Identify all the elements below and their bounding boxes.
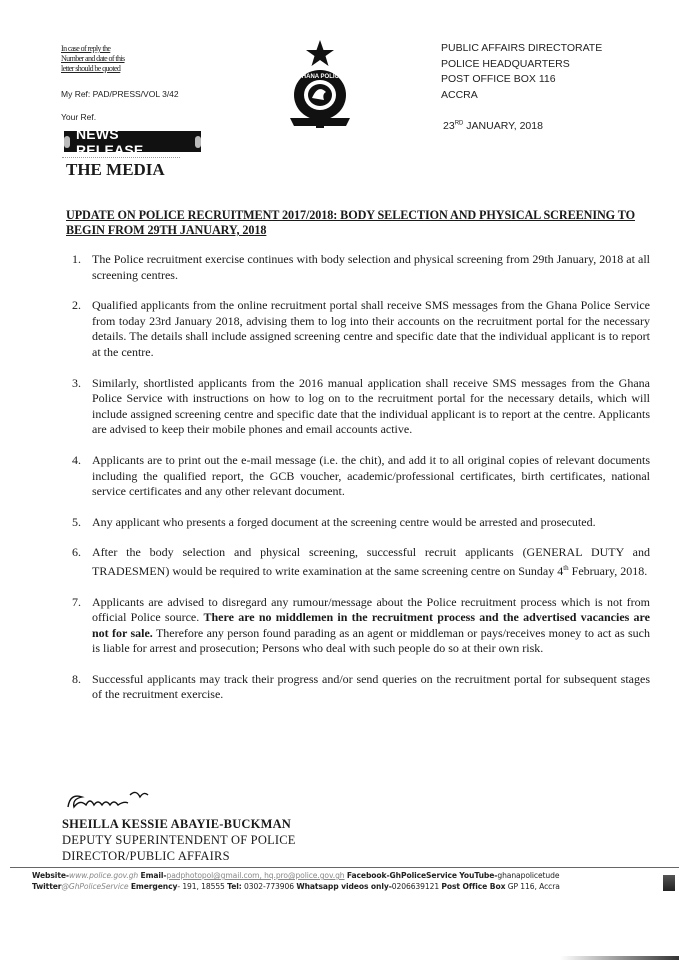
list-item: 5. Any applicant who presents a forged document at the screening centre would be arrested and prosecuted. — [72, 514, 596, 529]
list-item: 8. Successful applicants may track their progress and/or send queries on the recruitment portal for subsequent stages of the recruitment exercise. — [72, 671, 650, 702]
address-line: POLICE HEADQUARTERS — [441, 57, 570, 70]
addressee: THE MEDIA — [66, 160, 165, 179]
list-item: 1. The Police recruitment exercise continues with body selection and physical screening from 29th January, 2018 at all screening centres. — [72, 252, 650, 282]
twitter-handle[interactable]: @GhPoliceService — [61, 881, 129, 891]
release-title: UPDATE ON POLICE RECRUITMENT 2017/2018: BODY SELECTION AND PHYSICAL SCREENING TO BEGIN FROM 29TH JANUARY, 2018 — [66, 208, 635, 237]
address-block — [441, 41, 602, 103]
telephone-number: 0302-773906 — [244, 881, 294, 891]
your-reference: Your Ref. — [61, 112, 97, 122]
list-item: 6. After the body selection and physical screening, successful recruit applicants (GENERAL DUTY and TRADESMEN) would be required to write examination at the same screening centre on Sunday 4th February, 2018. — [72, 545, 650, 578]
reply-note-line: Number and date of this — [61, 54, 125, 63]
address-line: PUBLIC AFFAIRS DIRECTORATE — [441, 42, 603, 54]
svg-text:GHANA POLICE: GHANA POLICE — [297, 74, 343, 80]
list-item: 7. Applicants are advised to disregard any rumour/message about the Police recruitment process which is not from official Police source. There are no middlemen in the recruitment process and the advertised vacancies are not for sale. Therefore any person found parading as an agent or middleman or pays/receives money to act as such is liable for arrest and prosecution; Persons who deal with such people do so at their own risk. — [72, 594, 650, 656]
facebook-handle[interactable]: GhPoliceService — [389, 871, 457, 880]
microphone-icon — [195, 136, 201, 148]
signature-icon — [64, 789, 174, 815]
youtube-handle[interactable]: ghanapolicetude — [497, 871, 560, 880]
scan-edge-artifact — [663, 875, 675, 891]
my-ref-label: My Ref: — [61, 89, 91, 99]
postal-box: GP 116, Accra — [507, 881, 560, 891]
news-release-label: NEWS RELEASE — [75, 125, 144, 158]
my-reference — [61, 89, 179, 99]
signatory-rank: DEPUTY SUPERINTENDENT OF POLICE — [62, 833, 296, 847]
microphone-icon — [64, 136, 70, 148]
email-link[interactable]: padphotopol@gmail.com, hq.pro@police.gov.gh — [166, 871, 345, 880]
reply-reference-note — [61, 44, 125, 74]
list-item: 4. Applicants are to print out the e-mail message (i.e. the chit), and add it to all original copies of relevant documents including the qualified report, the GCB voucher, academic/professional certificates, birth certificates, national service certificates and any other relevant document. — [72, 452, 650, 499]
news-release-badge — [64, 125, 201, 158]
contact-footer — [32, 871, 560, 892]
list-item: 3. Similarly, shortlisted applicants from the 2016 manual application shall receive SMS messages from the Ghana Police Service with instructions on how to log on to the recruitment portal for the necessary details, which will include assigned screening centre and specific date that the individual applicant is to report at the centre. Applicants are advised to keep their mobile phones and email accounts active. — [72, 375, 650, 437]
footer-line: Twitter@GhPoliceService Emergency- 191, 18555 Tel: 0302-773906 Whatsapp videos only-0206639121 Post Office Box GP 116, Accra — [32, 881, 560, 891]
ghana-police-crest-icon — [282, 40, 358, 132]
my-ref-value: PAD/PRESS/VOL 3/42 — [92, 89, 179, 99]
signatory-department: DIRECTOR/PUBLIC AFFAIRS — [62, 849, 230, 863]
footer-line: Website-www.police.gov.gh Email-padphotopol@gmail.com, hq.pro@police.gov.gh Facebook-GhPoliceService YouTube-ghanapolicetude — [32, 871, 560, 880]
website-link[interactable]: www.police.gov.gh — [68, 871, 139, 880]
list-item: 2. Qualified applicants from the online recruitment portal shall receive SMS messages from the Ghana Police Service from today 23rd January 2018, advising them to log into their accounts on the recruitment portal for the necessary details. The details shall include assigned screening centre and specific date that the individual applicant is to report at the centre. — [72, 298, 650, 359]
scan-shadow — [560, 956, 679, 960]
footer-divider — [10, 867, 679, 868]
reply-note-line: letter should be quoted — [61, 64, 121, 73]
address-line: ACCRA — [441, 88, 478, 101]
divider — [62, 157, 180, 158]
release-items — [72, 252, 650, 703]
star-icon — [306, 40, 334, 66]
whatsapp-number: 0206639121 — [391, 881, 440, 891]
reply-note-line: In case of reply the — [61, 44, 111, 53]
letter-date: 23RD JANUARY, 2018 — [443, 120, 543, 132]
warning-emphasis: There are no middlemen in the recruitment process and the advertised vacancies are not for sale. — [92, 610, 650, 640]
emergency-numbers: - 191, 18555 — [177, 881, 225, 891]
address-line: POST OFFICE BOX 116 — [441, 73, 556, 85]
signatory-name: SHEILLA KESSIE ABAYIE-BUCKMAN — [62, 817, 292, 831]
